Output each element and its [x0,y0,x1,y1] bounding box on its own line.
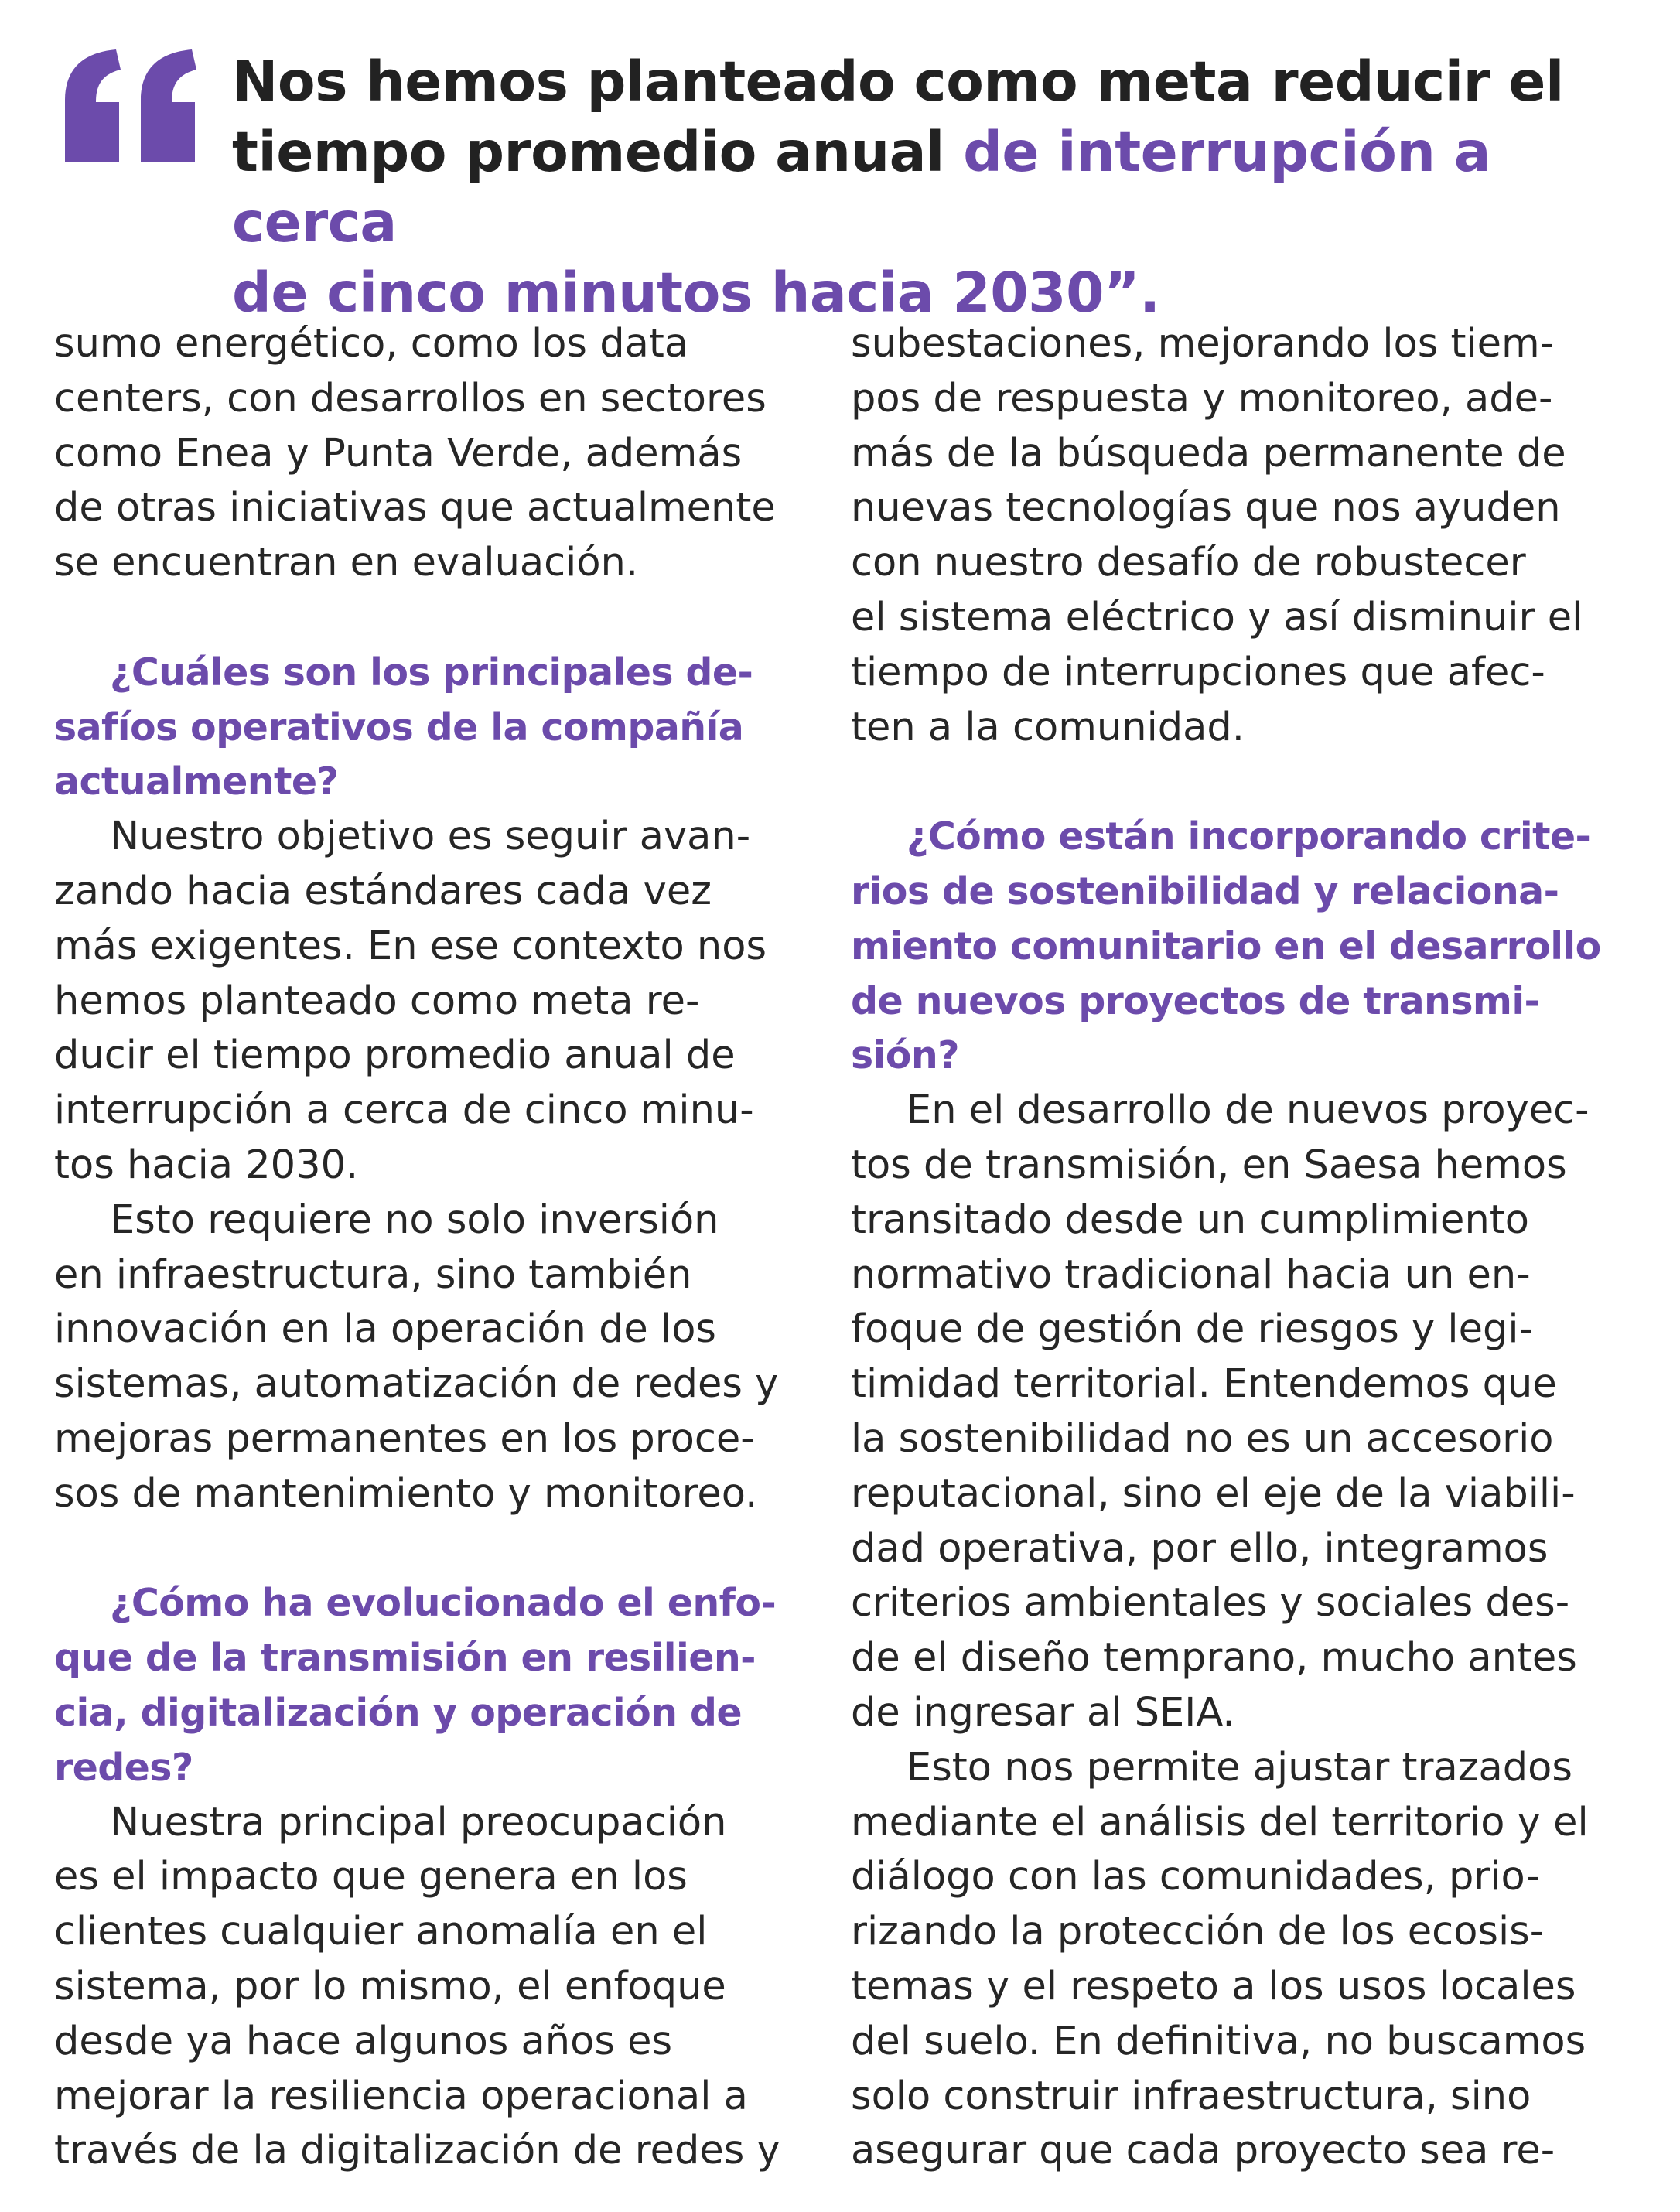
quote-open-icon [54,46,209,170]
intro-paragraph: sumo energético, como los data centers, con desarrollos en sectores como Enea y Punta Verde, además de otras iniciativas que actualmente se encuentran en evaluación. [54,321,776,586]
question-sustainability-community: ¿Cómo están incorporando crite- rios de sostenibilidad y relaciona- miento comunitario en el desarrollo de nuevos proyectos de transmi- sión? [851,814,1601,1078]
continued-paragraph: subestaciones, mejorando los tiem- pos de respuesta y monitoreo, ade- más de la búsqueda permanente de nuevas tecnologías que nos ayuden con nuestro desafío de robustecer el sistema eléctrico y así disminuir el tiempo de interrupciones que afec- ten a la comunidad. [851,321,1583,750]
left-column [54,317,828,2179]
answer-paragraph: Nuestro objetivo es seguir avan- zando hacia estándares cada vez más exigentes. En ese contexto nos hemos planteado como meta re- ducir el tiempo promedio anual de interrupción a cerca de cinco minu- tos hacia 2030. [54,814,767,1188]
spacer [851,755,1655,810]
spacer [54,1522,828,1577]
answer-paragraph: Esto requiere no solo inversión en infraestructura, sino también innovación en la operación de los sistemas, automatización de redes y mejoras permanentes en los proce- sos de mantenimiento y monitoreo. [54,1196,779,1517]
right-column [851,317,1655,2179]
question-resilience-digitalization: ¿Cómo ha evolucionado el enfo- que de la transmisión en resilien- cia, digitalización y operación de redes? [54,1581,777,1790]
pull-quote-highlight: de interrupción a cerca de cinco minutos hacia 2030”. [232,120,1491,325]
answer-paragraph: Nuestra principal preocupación es el impacto que genera en los clientes cualquier anomalía en el sistema, por lo mismo, el enfoque desde ya hace algunos años es mejorar la resiliencia operacional a través de la digitalización de redes y [54,1799,780,2174]
pull-quote-text [232,46,1648,328]
pull-quote-block [54,46,1648,325]
pull-quote-lead: Nos hemos planteado como meta reducir el tiempo promedio anual [232,49,1564,184]
answer-paragraph: En el desarrollo de nuevos proyec- tos de transmisión, en Saesa hemos transitado desde un cumplimiento normativo tradicional hacia un en- foque de gestión de riesgos y legi- timidad territorial. Entendemos que la sostenibilidad no es un accesorio reputacional, sino el eje de la viabili- dad operativa, por ello, integramos criterios ambientales y sociales des- de el diseño temprano, mucho antes de ingresar al SEIA. [851,1087,1590,1736]
question-operational-challenges: ¿Cuáles son los principales de- safíos operativos de la compañía actualmente? [54,650,753,804]
spacer [54,591,828,646]
answer-paragraph: Esto nos permite ajustar trazados mediante el análisis del territorio y el diálogo con las comunidades, prio- rizando la protección de los ecosis- temas y el respeto a los usos locales del suelo. En definitiva, no buscamos solo construir infraestructura, sino asegurar que cada proyecto sea re- [851,1744,1589,2174]
